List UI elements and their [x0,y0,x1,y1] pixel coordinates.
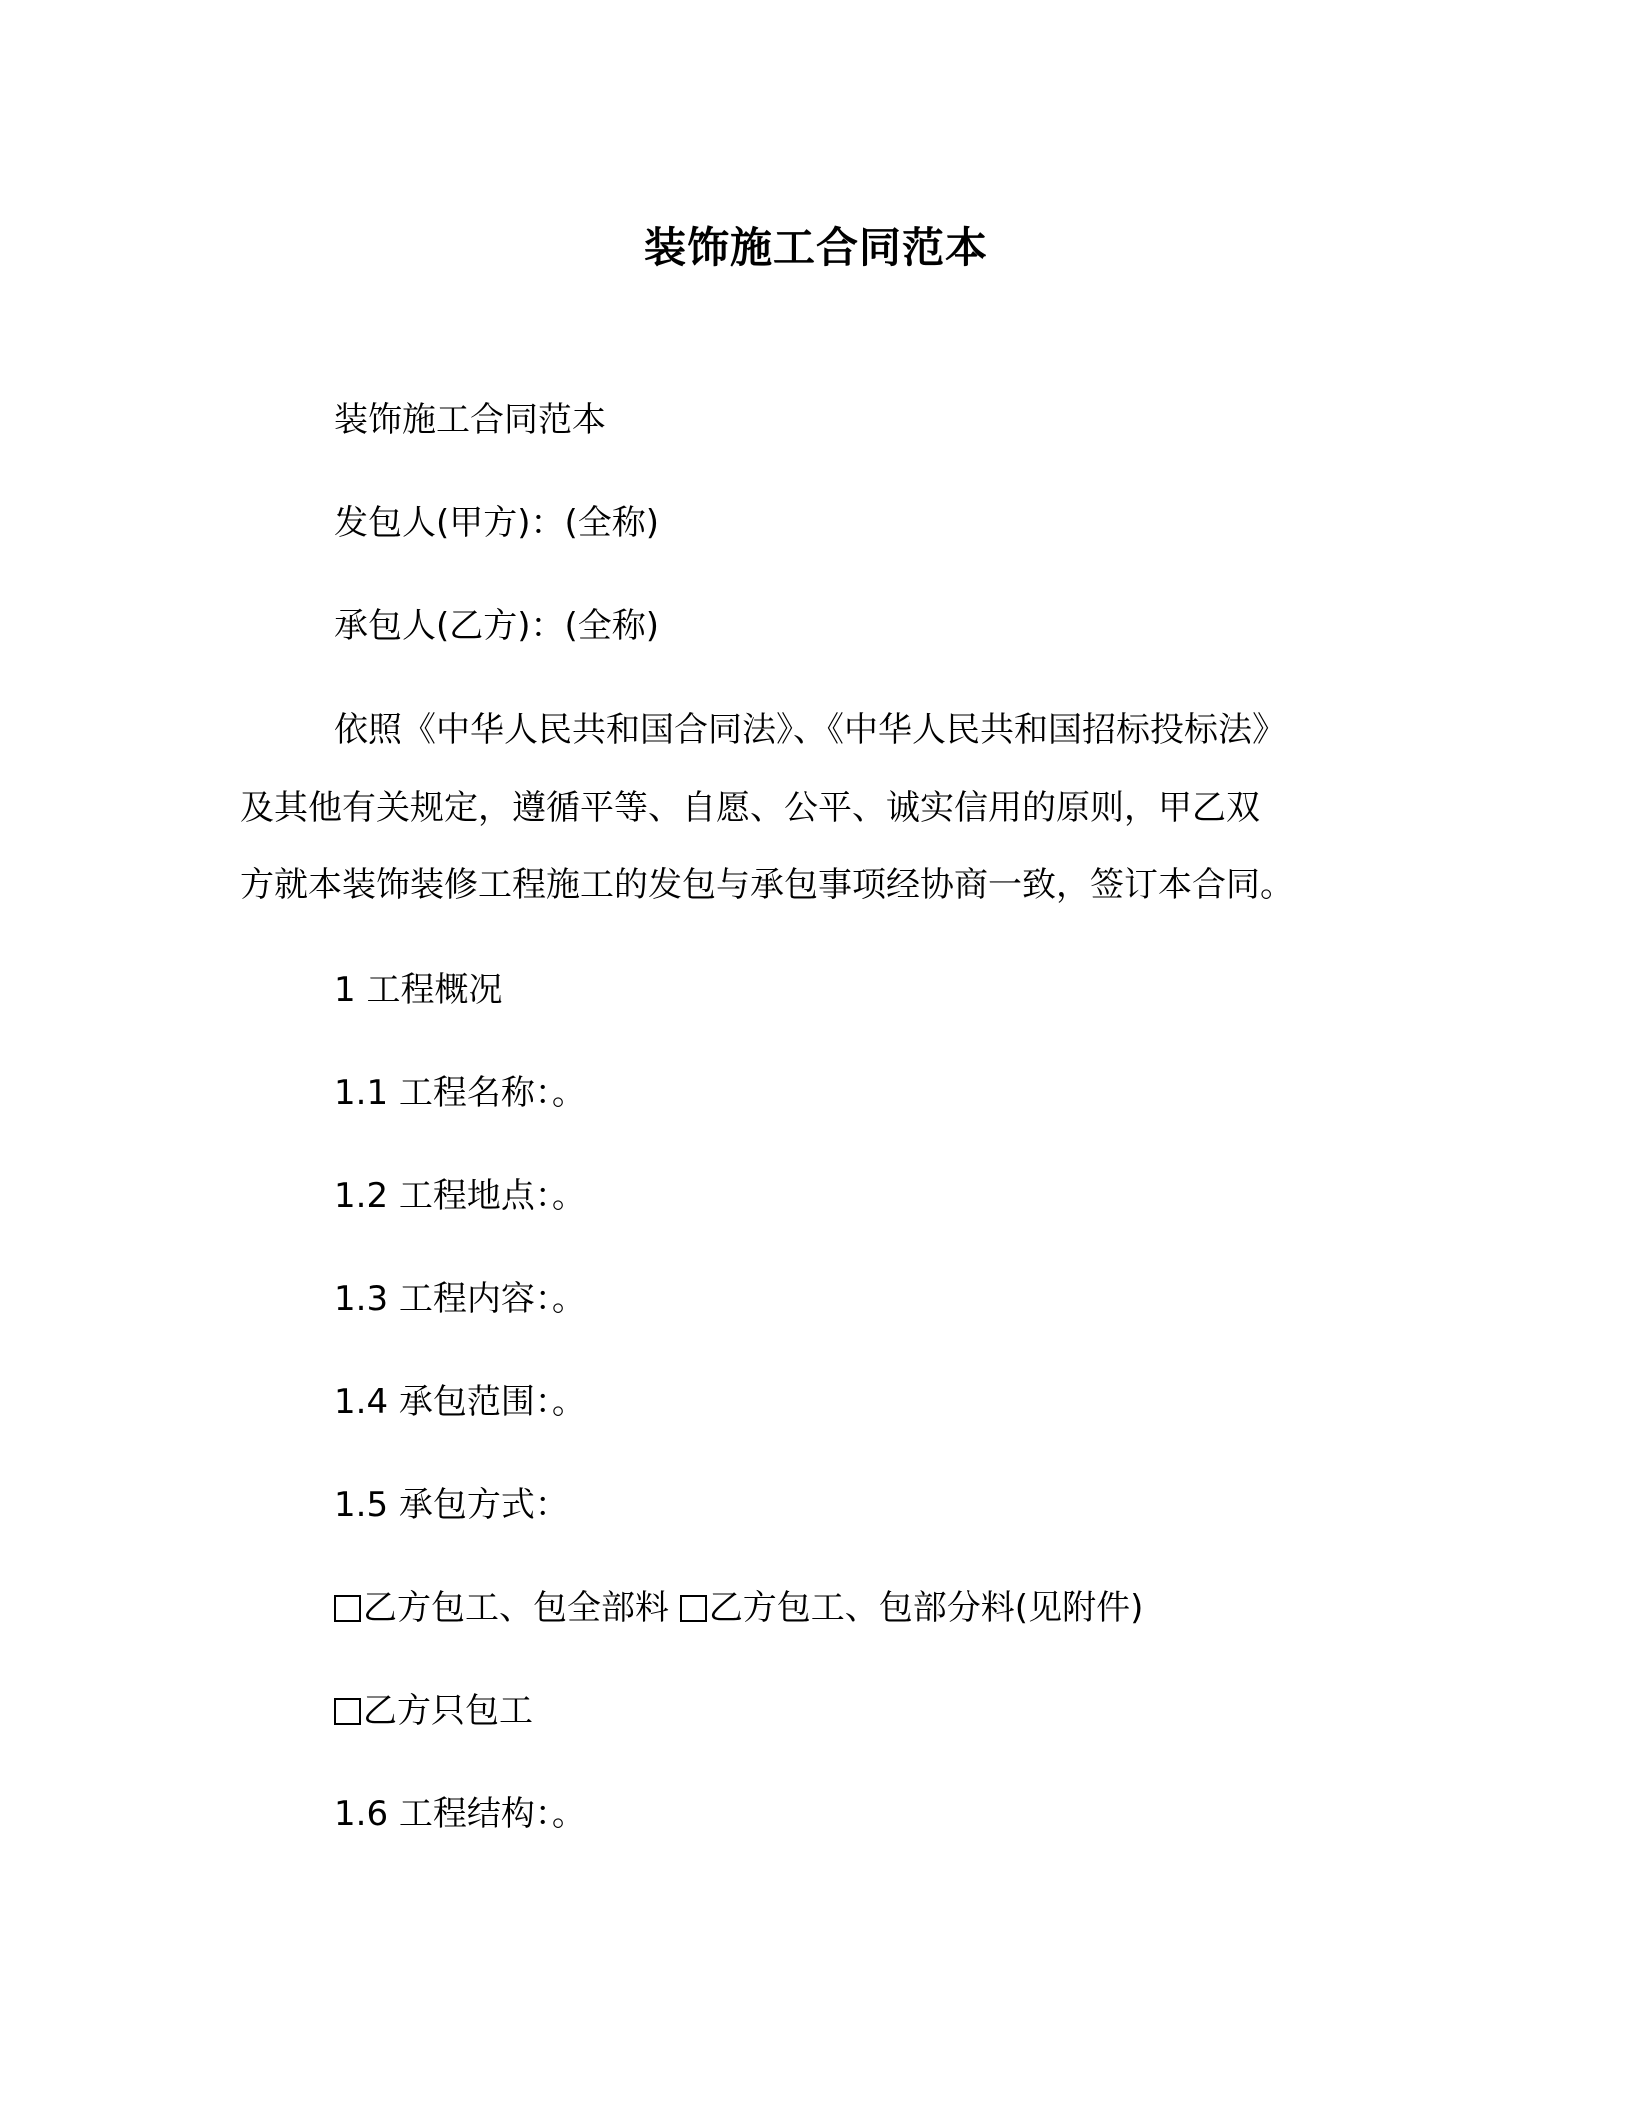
item-project-location: 1.2 工程地点：。 [334,1176,586,1216]
document-title: 装饰施工合同范本 [643,223,988,272]
preamble-line-3: 方就本装饰装修工程施工的发包与承包事项经协商一致，签订本合同。 [240,865,1294,905]
section-heading-1: 1 工程概况 [334,970,503,1010]
option-full-material-label: 乙方包工、包全部料 [363,1588,669,1628]
preamble-line-2: 及其他有关规定，遵循平等、自愿、公平、诚实信用的原则，甲乙双 [240,788,1260,828]
option-partial-material-label: 乙方包工、包部分料(见附件) [708,1588,1144,1628]
option-labor-only-label: 乙方只包工 [363,1691,533,1731]
item-project-name: 1.1 工程名称：。 [334,1073,586,1113]
checkbox-labor-only[interactable] [334,1698,361,1725]
party-b-line: 承包人(乙方)：(全称) [334,606,660,646]
contract-method-options-row [334,1583,1143,1633]
item-project-content: 1.3 工程内容：。 [334,1279,586,1319]
item-project-structure: 1.6 工程结构：。 [334,1794,586,1834]
document-subtitle: 装饰施工合同范本 [334,400,606,440]
contract-method-option-row-2 [334,1686,533,1736]
party-a-line: 发包人(甲方)：(全称) [334,503,660,543]
checkbox-full-material[interactable] [334,1595,361,1622]
checkbox-partial-material[interactable] [680,1595,707,1622]
item-contract-method: 1.5 承包方式： [334,1485,569,1525]
preamble-line-1: 依照《中华人民共和国合同法》、《中华人民共和国招标投标法》 [334,710,1286,750]
item-contract-scope: 1.4 承包范围：。 [334,1382,586,1422]
